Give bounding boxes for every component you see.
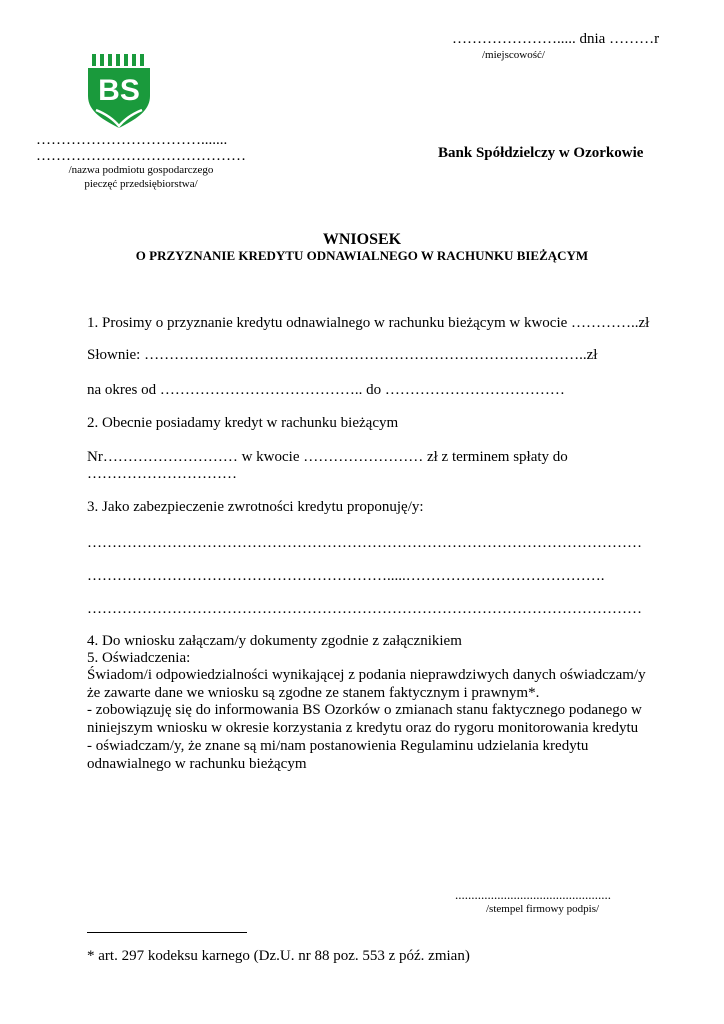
declaration-line: niniejszym wniosku w okresie korzystania z kredytu oraz do rygoru monitorowania kredytu — [87, 720, 639, 737]
collateral-line-1: ………………………………………………………………………………………………… — [87, 535, 642, 551]
signature-caption: /stempel firmowy podpis/ — [486, 903, 600, 915]
document-title: WNIOSEK — [322, 231, 402, 248]
signature-line: ................................................ — [455, 887, 611, 902]
section-1-words: Słownie: ……………………………………………………………………………..zł — [87, 347, 598, 363]
logo-text: BS — [98, 74, 140, 107]
section-5-heading: 5. Oświadczenia: — [87, 650, 191, 666]
collateral-line-2: …………………………………………………….....…………………………………. — [87, 568, 605, 584]
section-1-period: na okres od ………………………………….. do ……………………………… — [87, 382, 565, 398]
declaration-line: że zawarte dane we wniosku są zgodne ze stanem faktycznym i prawnym*. — [87, 684, 540, 701]
section-1-amount: 1. Prosimy o przyznanie kredytu odnawialnego w rachunku bieżącym w kwocie …………..zł — [87, 315, 650, 331]
place-caption: /miejscowość/ — [482, 49, 545, 61]
section-2-heading: 2. Obecnie posiadamy kredyt w rachunku bieżącym — [87, 415, 399, 431]
document-subtitle: O PRZYZNANIE KREDYTU ODNAWIALNEGO W RACHUNKU BIEŻĄCYM — [135, 248, 589, 263]
declaration-line: - oświadczam/y, że znane są mi/nam postanowienia Regulaminu udzielania kredytu — [87, 737, 589, 754]
bank-logo — [86, 54, 152, 130]
company-caption-2: pieczęć przedsiębiorstwa/ — [84, 178, 198, 190]
declaration-line: Świadom/i odpowiedzialności wynikającej z podania nieprawdziwych danych oświadczam/y — [87, 667, 646, 683]
collateral-line-3: ………………………………………………………………………………………………… — [87, 601, 642, 617]
bank-name: Bank Spółdzielczy w Ozorkowie — [438, 145, 644, 161]
declaration-block — [87, 667, 647, 773]
place-date-line: …………………..... dnia ………r — [452, 31, 660, 47]
declaration-line: odnawialnego w rachunku bieżącym — [87, 755, 307, 772]
company-name-line-2: …………………………………… — [36, 148, 246, 164]
footnote: * art. 297 kodeksu karnego (Dz.U. nr 88 poz. 553 z póź. zmian) — [87, 948, 470, 964]
declaration-line: - zobowiązuję się do informowania BS Ozorków o zmianach stanu faktycznego podanego w — [87, 702, 642, 719]
section-4-attachments: 4. Do wniosku załączam/y dokumenty zgodnie z załącznikiem — [87, 633, 462, 649]
section-2-details-cont: ………………………… — [87, 466, 237, 482]
footnote-separator — [87, 932, 247, 933]
company-name-line-1: ……………………………....... — [36, 132, 228, 148]
section-3-heading: 3. Jako zabezpieczenie zwrotności kredytu proponuję/y: — [87, 499, 424, 515]
company-caption-1: /nazwa podmiotu gospodarczego — [68, 164, 214, 176]
section-2-details: Nr……………………… w kwocie …………………… zł z terminem spłaty do — [87, 449, 568, 465]
